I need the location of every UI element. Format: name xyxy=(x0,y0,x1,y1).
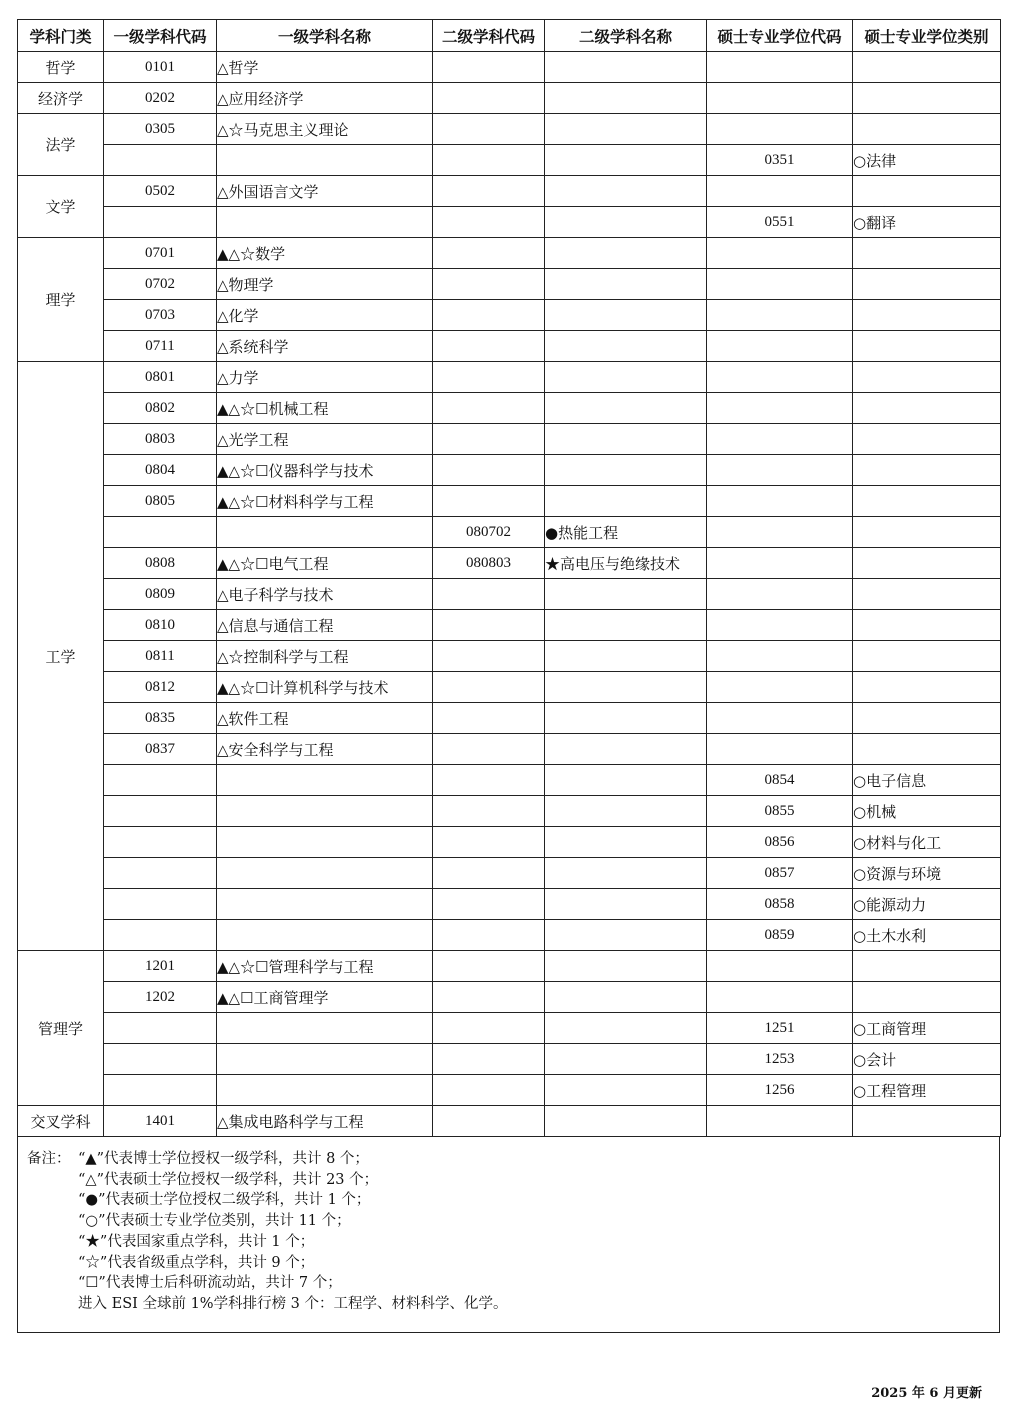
l1-code-cell: 0809 xyxy=(104,579,217,610)
l1-name-cell xyxy=(217,920,433,951)
l1-code-cell xyxy=(104,207,217,238)
l2-code-cell xyxy=(433,734,545,765)
l1-code-cell: 1401 xyxy=(104,1106,217,1137)
header-l1-code: 一级学科代码 xyxy=(104,20,217,52)
l2-code-cell xyxy=(433,455,545,486)
table-row xyxy=(18,52,1001,83)
l2-code-cell xyxy=(433,362,545,393)
table-row xyxy=(18,579,1001,610)
l1-code-cell xyxy=(104,765,217,796)
prof-type-cell: ○会计 xyxy=(853,1044,1001,1075)
category-cell: 经济学 xyxy=(18,83,104,114)
l1-name-cell xyxy=(217,1044,433,1075)
l2-name-cell xyxy=(545,331,707,362)
table-row xyxy=(18,331,1001,362)
l1-name-cell: ▲△☆☐电气工程 xyxy=(217,548,433,579)
l2-name-cell xyxy=(545,982,707,1013)
prof-code-cell: 0854 xyxy=(707,765,853,796)
l1-code-cell: 0805 xyxy=(104,486,217,517)
l1-code-cell xyxy=(104,1075,217,1106)
note-line: “△”代表硕士学位授权一级学科，共计 23 个； xyxy=(78,1171,379,1188)
l2-name-cell xyxy=(545,300,707,331)
l2-name-cell xyxy=(545,145,707,176)
prof-code-cell xyxy=(707,238,853,269)
table-row xyxy=(18,486,1001,517)
l1-code-cell: 0802 xyxy=(104,393,217,424)
prof-code-cell xyxy=(707,331,853,362)
table-row xyxy=(18,672,1001,703)
prof-code-cell: 1253 xyxy=(707,1044,853,1075)
l2-code-cell xyxy=(433,610,545,641)
l2-code-cell xyxy=(433,641,545,672)
l1-code-cell xyxy=(104,1044,217,1075)
prof-type-cell xyxy=(853,982,1001,1013)
prof-type-cell xyxy=(853,1106,1001,1137)
note-line: 进入 ESI 全球前 1%学科排行榜 3 个：工程学、材料科学、化学。 xyxy=(78,1295,508,1312)
category-cell: 文学 xyxy=(18,176,104,238)
table-row xyxy=(18,362,1001,393)
note-text: “▲”代表博士学位授权一级学科，共计 8 个； xyxy=(78,1151,369,1167)
table-row xyxy=(18,610,1001,641)
l1-code-cell xyxy=(104,517,217,548)
note-line xyxy=(27,1149,999,1170)
table-row xyxy=(18,765,1001,796)
table-row xyxy=(18,300,1001,331)
l1-code-cell: 0502 xyxy=(104,176,217,207)
prof-code-cell xyxy=(707,610,853,641)
l1-code-cell: 0702 xyxy=(104,269,217,300)
l2-code-cell xyxy=(433,951,545,982)
l2-name-cell xyxy=(545,176,707,207)
prof-code-cell: 0857 xyxy=(707,858,853,889)
l2-code-cell xyxy=(433,393,545,424)
l2-name-cell xyxy=(545,362,707,393)
l1-name-cell xyxy=(217,796,433,827)
table-row xyxy=(18,238,1001,269)
prof-code-cell: 0855 xyxy=(707,796,853,827)
prof-type-cell: ○工商管理 xyxy=(853,1013,1001,1044)
l2-code-cell xyxy=(433,83,545,114)
l2-name-cell xyxy=(545,889,707,920)
l1-name-cell: ▲△☆☐管理科学与工程 xyxy=(217,951,433,982)
table-row xyxy=(18,1013,1001,1044)
category-cell: 交叉学科 xyxy=(18,1106,104,1137)
l1-code-cell: 0804 xyxy=(104,455,217,486)
prof-type-cell xyxy=(853,579,1001,610)
l2-code-cell xyxy=(433,920,545,951)
discipline-document xyxy=(17,19,1000,1333)
notes-section xyxy=(17,1137,1000,1333)
prof-type-cell xyxy=(853,300,1001,331)
l2-code-cell xyxy=(433,982,545,1013)
prof-type-cell xyxy=(853,455,1001,486)
prof-code-cell xyxy=(707,362,853,393)
l1-code-cell: 0808 xyxy=(104,548,217,579)
l1-name-cell: ▲△☆☐仪器科学与技术 xyxy=(217,455,433,486)
l1-name-cell xyxy=(217,889,433,920)
l2-code-cell xyxy=(433,145,545,176)
prof-code-cell xyxy=(707,176,853,207)
l1-name-cell: △化学 xyxy=(217,300,433,331)
category-cell: 法学 xyxy=(18,114,104,176)
header-category: 学科门类 xyxy=(18,20,104,52)
prof-code-cell: 0858 xyxy=(707,889,853,920)
table-row xyxy=(18,920,1001,951)
l2-name-cell xyxy=(545,1075,707,1106)
prof-type-cell xyxy=(853,734,1001,765)
l1-name-cell xyxy=(217,1013,433,1044)
l1-name-cell: △光学工程 xyxy=(217,424,433,455)
l1-code-cell xyxy=(104,145,217,176)
l2-name-cell xyxy=(545,114,707,145)
l2-name-cell xyxy=(545,83,707,114)
prof-type-cell xyxy=(853,424,1001,455)
l1-name-cell: △电子科学与技术 xyxy=(217,579,433,610)
prof-code-cell xyxy=(707,951,853,982)
l2-code-cell xyxy=(433,486,545,517)
l1-code-cell: 0801 xyxy=(104,362,217,393)
prof-type-cell xyxy=(853,393,1001,424)
prof-code-cell: 1256 xyxy=(707,1075,853,1106)
table-row xyxy=(18,734,1001,765)
table-row xyxy=(18,641,1001,672)
l1-name-cell: △软件工程 xyxy=(217,703,433,734)
l1-code-cell: 0810 xyxy=(104,610,217,641)
l2-name-cell xyxy=(545,424,707,455)
l1-code-cell: 0202 xyxy=(104,83,217,114)
l1-code-cell: 0811 xyxy=(104,641,217,672)
prof-type-cell: ○电子信息 xyxy=(853,765,1001,796)
l2-name-cell xyxy=(545,703,707,734)
l1-code-cell xyxy=(104,1013,217,1044)
prof-code-cell xyxy=(707,579,853,610)
l2-code-cell xyxy=(433,579,545,610)
prof-type-cell xyxy=(853,114,1001,145)
prof-code-cell: 0859 xyxy=(707,920,853,951)
prof-code-cell xyxy=(707,300,853,331)
l2-code-cell xyxy=(433,672,545,703)
l1-code-cell: 1201 xyxy=(104,951,217,982)
l2-code-cell xyxy=(433,1013,545,1044)
table-body xyxy=(18,52,1001,1137)
l2-name-cell xyxy=(545,207,707,238)
l1-name-cell xyxy=(217,858,433,889)
l2-code-cell: 080702 xyxy=(433,517,545,548)
prof-type-cell: ○资源与环境 xyxy=(853,858,1001,889)
l1-name-cell: ▲△☆数学 xyxy=(217,238,433,269)
l2-code-cell xyxy=(433,52,545,83)
table-header-row xyxy=(18,20,1001,52)
prof-code-cell xyxy=(707,517,853,548)
table-row xyxy=(18,114,1001,145)
l2-code-cell xyxy=(433,176,545,207)
l1-code-cell xyxy=(104,827,217,858)
table-row xyxy=(18,1044,1001,1075)
table-row xyxy=(18,827,1001,858)
prof-type-cell xyxy=(853,951,1001,982)
table-row xyxy=(18,83,1001,114)
prof-code-cell xyxy=(707,1106,853,1137)
discipline-table xyxy=(17,19,1001,1137)
prof-type-cell: ○材料与化工 xyxy=(853,827,1001,858)
prof-code-cell xyxy=(707,83,853,114)
prof-type-cell xyxy=(853,672,1001,703)
table-row xyxy=(18,951,1001,982)
l1-name-cell: △物理学 xyxy=(217,269,433,300)
l1-code-cell: 0101 xyxy=(104,52,217,83)
l1-code-cell: 0711 xyxy=(104,331,217,362)
l2-code-cell xyxy=(433,796,545,827)
l2-name-cell xyxy=(545,734,707,765)
prof-type-cell: ○翻译 xyxy=(853,207,1001,238)
l1-code-cell xyxy=(104,796,217,827)
prof-code-cell: 1251 xyxy=(707,1013,853,1044)
l2-name-cell xyxy=(545,52,707,83)
table-row xyxy=(18,269,1001,300)
l1-name-cell xyxy=(217,517,433,548)
prof-type-cell xyxy=(853,331,1001,362)
l2-code-cell xyxy=(433,889,545,920)
prof-type-cell xyxy=(853,238,1001,269)
prof-code-cell xyxy=(707,734,853,765)
l1-name-cell: △系统科学 xyxy=(217,331,433,362)
l2-name-cell xyxy=(545,238,707,269)
l2-code-cell xyxy=(433,1106,545,1137)
prof-code-cell xyxy=(707,424,853,455)
table-row xyxy=(18,1106,1001,1137)
table-row xyxy=(18,796,1001,827)
l1-name-cell: ▲△☆☐材料科学与工程 xyxy=(217,486,433,517)
l2-code-cell xyxy=(433,858,545,889)
l2-name-cell xyxy=(545,796,707,827)
l2-name-cell xyxy=(545,486,707,517)
prof-type-cell xyxy=(853,703,1001,734)
l1-code-cell: 0812 xyxy=(104,672,217,703)
l1-name-cell: △☆马克思主义理论 xyxy=(217,114,433,145)
l2-name-cell xyxy=(545,858,707,889)
prof-type-cell xyxy=(853,548,1001,579)
table-row xyxy=(18,858,1001,889)
l1-code-cell: 0703 xyxy=(104,300,217,331)
notes-lead: 备注： xyxy=(27,1151,71,1167)
l2-code-cell xyxy=(433,1044,545,1075)
l1-name-cell: △☆控制科学与工程 xyxy=(217,641,433,672)
l1-name-cell xyxy=(217,827,433,858)
l1-code-cell: 0305 xyxy=(104,114,217,145)
l2-code-cell xyxy=(433,269,545,300)
l1-name-cell xyxy=(217,1075,433,1106)
header-l1-name: 一级学科名称 xyxy=(217,20,433,52)
l1-name-cell xyxy=(217,145,433,176)
l2-name-cell xyxy=(545,1013,707,1044)
prof-type-cell: ○法律 xyxy=(853,145,1001,176)
prof-code-cell xyxy=(707,672,853,703)
l2-code-cell xyxy=(433,207,545,238)
l1-code-cell xyxy=(104,858,217,889)
l1-code-cell: 0835 xyxy=(104,703,217,734)
prof-type-cell xyxy=(853,52,1001,83)
l2-name-cell: ●热能工程 xyxy=(545,517,707,548)
l1-name-cell xyxy=(217,765,433,796)
l1-name-cell: △应用经济学 xyxy=(217,83,433,114)
category-cell: 理学 xyxy=(18,238,104,362)
prof-code-cell xyxy=(707,269,853,300)
prof-code-cell xyxy=(707,114,853,145)
l2-code-cell xyxy=(433,424,545,455)
update-date: 2025 年 6 月更新 xyxy=(871,1386,982,1401)
prof-type-cell xyxy=(853,610,1001,641)
table-row xyxy=(18,455,1001,486)
l1-code-cell: 1202 xyxy=(104,982,217,1013)
l2-name-cell xyxy=(545,455,707,486)
header-prof-code: 硕士专业学位代码 xyxy=(707,20,853,52)
l1-code-cell: 0837 xyxy=(104,734,217,765)
prof-type-cell xyxy=(853,83,1001,114)
prof-code-cell xyxy=(707,703,853,734)
prof-code-cell xyxy=(707,455,853,486)
l1-name-cell: △集成电路科学与工程 xyxy=(217,1106,433,1137)
l2-name-cell xyxy=(545,1044,707,1075)
l1-name-cell: △信息与通信工程 xyxy=(217,610,433,641)
table-row xyxy=(18,424,1001,455)
l2-code-cell xyxy=(433,238,545,269)
l2-name-cell xyxy=(545,672,707,703)
l1-name-cell: △外国语言文学 xyxy=(217,176,433,207)
note-line: “●”代表硕士学位授权二级学科，共计 1 个； xyxy=(78,1192,371,1209)
prof-code-cell: 0551 xyxy=(707,207,853,238)
table-row xyxy=(18,207,1001,238)
category-cell: 管理学 xyxy=(18,951,104,1106)
prof-code-cell xyxy=(707,982,853,1013)
l1-code-cell xyxy=(104,889,217,920)
l2-name-cell xyxy=(545,920,707,951)
l2-name-cell xyxy=(545,393,707,424)
prof-type-cell xyxy=(853,176,1001,207)
category-cell: 工学 xyxy=(18,362,104,951)
l2-name-cell xyxy=(545,579,707,610)
note-line: “☐”代表博士后科研流动站，共计 7 个； xyxy=(78,1275,342,1292)
header-prof-type: 硕士专业学位类别 xyxy=(853,20,1001,52)
prof-code-cell xyxy=(707,52,853,83)
l1-name-cell: ▲△☆☐计算机科学与技术 xyxy=(217,672,433,703)
prof-type-cell: ○土木水利 xyxy=(853,920,1001,951)
l2-name-cell xyxy=(545,269,707,300)
l2-name-cell: ★高电压与绝缘技术 xyxy=(545,548,707,579)
prof-code-cell xyxy=(707,486,853,517)
prof-type-cell: ○能源动力 xyxy=(853,889,1001,920)
table-row xyxy=(18,393,1001,424)
prof-code-cell xyxy=(707,641,853,672)
prof-type-cell xyxy=(853,517,1001,548)
prof-code-cell: 0856 xyxy=(707,827,853,858)
prof-type-cell: ○工程管理 xyxy=(853,1075,1001,1106)
table-row xyxy=(18,703,1001,734)
prof-type-cell xyxy=(853,641,1001,672)
table-row xyxy=(18,1075,1001,1106)
prof-code-cell: 0351 xyxy=(707,145,853,176)
l1-name-cell: △力学 xyxy=(217,362,433,393)
note-line: “☆”代表省级重点学科，共计 9 个； xyxy=(78,1254,315,1271)
l2-code-cell xyxy=(433,331,545,362)
l1-name-cell: ▲△☆☐机械工程 xyxy=(217,393,433,424)
l2-code-cell xyxy=(433,765,545,796)
l2-code-cell xyxy=(433,827,545,858)
l1-name-cell: △安全科学与工程 xyxy=(217,734,433,765)
l2-code-cell xyxy=(433,1075,545,1106)
note-line: “○”代表硕士专业学位类别，共计 11 个； xyxy=(78,1213,351,1230)
prof-type-cell xyxy=(853,362,1001,393)
prof-type-cell xyxy=(853,486,1001,517)
table-row xyxy=(18,145,1001,176)
table-row xyxy=(18,176,1001,207)
prof-code-cell xyxy=(707,548,853,579)
note-line: “★”代表国家重点学科，共计 1 个； xyxy=(78,1233,315,1250)
l1-code-cell: 0803 xyxy=(104,424,217,455)
l2-name-cell xyxy=(545,827,707,858)
l1-code-cell xyxy=(104,920,217,951)
l2-name-cell xyxy=(545,765,707,796)
prof-type-cell xyxy=(853,269,1001,300)
prof-code-cell xyxy=(707,393,853,424)
l1-name-cell xyxy=(217,207,433,238)
table-row xyxy=(18,982,1001,1013)
category-cell: 哲学 xyxy=(18,52,104,83)
header-l2-code: 二级学科代码 xyxy=(433,20,545,52)
l2-name-cell xyxy=(545,610,707,641)
l2-code-cell xyxy=(433,703,545,734)
l2-name-cell xyxy=(545,641,707,672)
table-row xyxy=(18,517,1001,548)
l2-name-cell xyxy=(545,1106,707,1137)
l2-code-cell xyxy=(433,300,545,331)
l1-code-cell: 0701 xyxy=(104,238,217,269)
l2-name-cell xyxy=(545,951,707,982)
l1-name-cell: △哲学 xyxy=(217,52,433,83)
l2-code-cell xyxy=(433,114,545,145)
l1-name-cell: ▲△☐工商管理学 xyxy=(217,982,433,1013)
l2-code-cell: 080803 xyxy=(433,548,545,579)
prof-type-cell: ○机械 xyxy=(853,796,1001,827)
table-row xyxy=(18,889,1001,920)
header-l2-name: 二级学科名称 xyxy=(545,20,707,52)
table-row xyxy=(18,548,1001,579)
